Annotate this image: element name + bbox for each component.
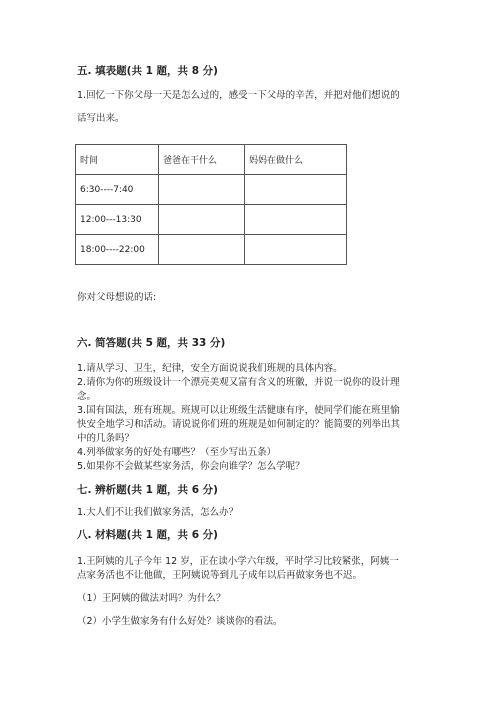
section-6-question-3-line-1: 3.国有国法，班有班规。班规可以让班级生活健康有序，使同学们能在班里愉 <box>77 405 400 416</box>
schedule-table <box>75 144 347 265</box>
table-cell-time: 12:00---13:30 <box>76 205 159 235</box>
section-5-question-1-line-1: 1.回忆一下你父母一天是怎么过的，感受一下父母的辛苦，并把对他们想说的 <box>77 90 400 101</box>
section-6-question-3-line-2: 快安全地学习和活动。请说说你们班的班规是如何制定的？能简要的列举出其 <box>77 419 401 430</box>
table-cell-dad[interactable] <box>159 175 245 205</box>
section-6-question-5: 5.如果你不会做某些家务活，你会向谁学？怎么学呢？ <box>77 461 305 472</box>
section-8-question-1-line-1: 1.王阿姨的儿子今年 12 岁，正在读小学六年级，平时学习比较紧张，阿姨一 <box>77 556 399 567</box>
table-cell-dad[interactable] <box>159 235 245 265</box>
section-6-question-3-line-3: 中的几条吗？ <box>77 433 135 444</box>
section-6-question-2-line-2: 念。 <box>77 391 97 402</box>
table-header-cell: 时间 <box>76 145 159 175</box>
section-5-heading: 五. 填表题(共 1 题，共 8 分) <box>77 65 218 77</box>
section-6-question-4: 4.列举做家务的好处有哪些？（至少写出五条） <box>77 447 277 458</box>
section-6-question-1: 1.请从学习、卫生，纪律，安全方面说说我们班规的具体内容。 <box>77 363 343 374</box>
table-cell-mom[interactable] <box>245 175 347 205</box>
section-8-subquestion-1: （1）王阿姨的做法对吗？为什么？ <box>77 593 226 604</box>
section-5-prompt: 你对父母想说的话: <box>77 292 157 303</box>
section-7-heading: 七. 辨析题(共 1 题，共 6 分) <box>77 484 218 496</box>
section-6-heading: 六. 简答题(共 5 题，共 33 分) <box>77 337 226 349</box>
table-row <box>76 205 347 235</box>
section-5-question-1-line-2: 话写出来。 <box>77 113 125 124</box>
section-8-subquestion-2: （2）小学生做家务有什么好处？谈谈你的看法。 <box>77 616 283 627</box>
section-8-heading: 八. 材料题(共 1 题，共 6 分) <box>77 529 218 541</box>
section-7-question-1: 1.大人们不让我们做家务活，怎么办？ <box>77 507 239 518</box>
table-cell-time: 18:00----22:00 <box>76 235 159 265</box>
table-row <box>76 175 347 205</box>
table-header-cell: 妈妈在做什么 <box>245 145 347 175</box>
table-cell-dad[interactable] <box>159 205 245 235</box>
section-6-question-2-line-1: 2.请你为你的班级设计一个漂亮美观又富有含义的班徽，并说一说你的设计理 <box>77 377 400 388</box>
table-header-cell: 爸爸在干什么 <box>159 145 245 175</box>
table-row <box>76 235 347 265</box>
table-header-row <box>76 145 347 175</box>
table-cell-mom[interactable] <box>245 235 347 265</box>
table-cell-time: 6:30----7:40 <box>76 175 159 205</box>
section-8-question-1-line-2: 点家务活也不让他做，王阿姨说等到儿子成年以后再做家务也不迟。 <box>77 570 363 581</box>
table-cell-mom[interactable] <box>245 205 347 235</box>
